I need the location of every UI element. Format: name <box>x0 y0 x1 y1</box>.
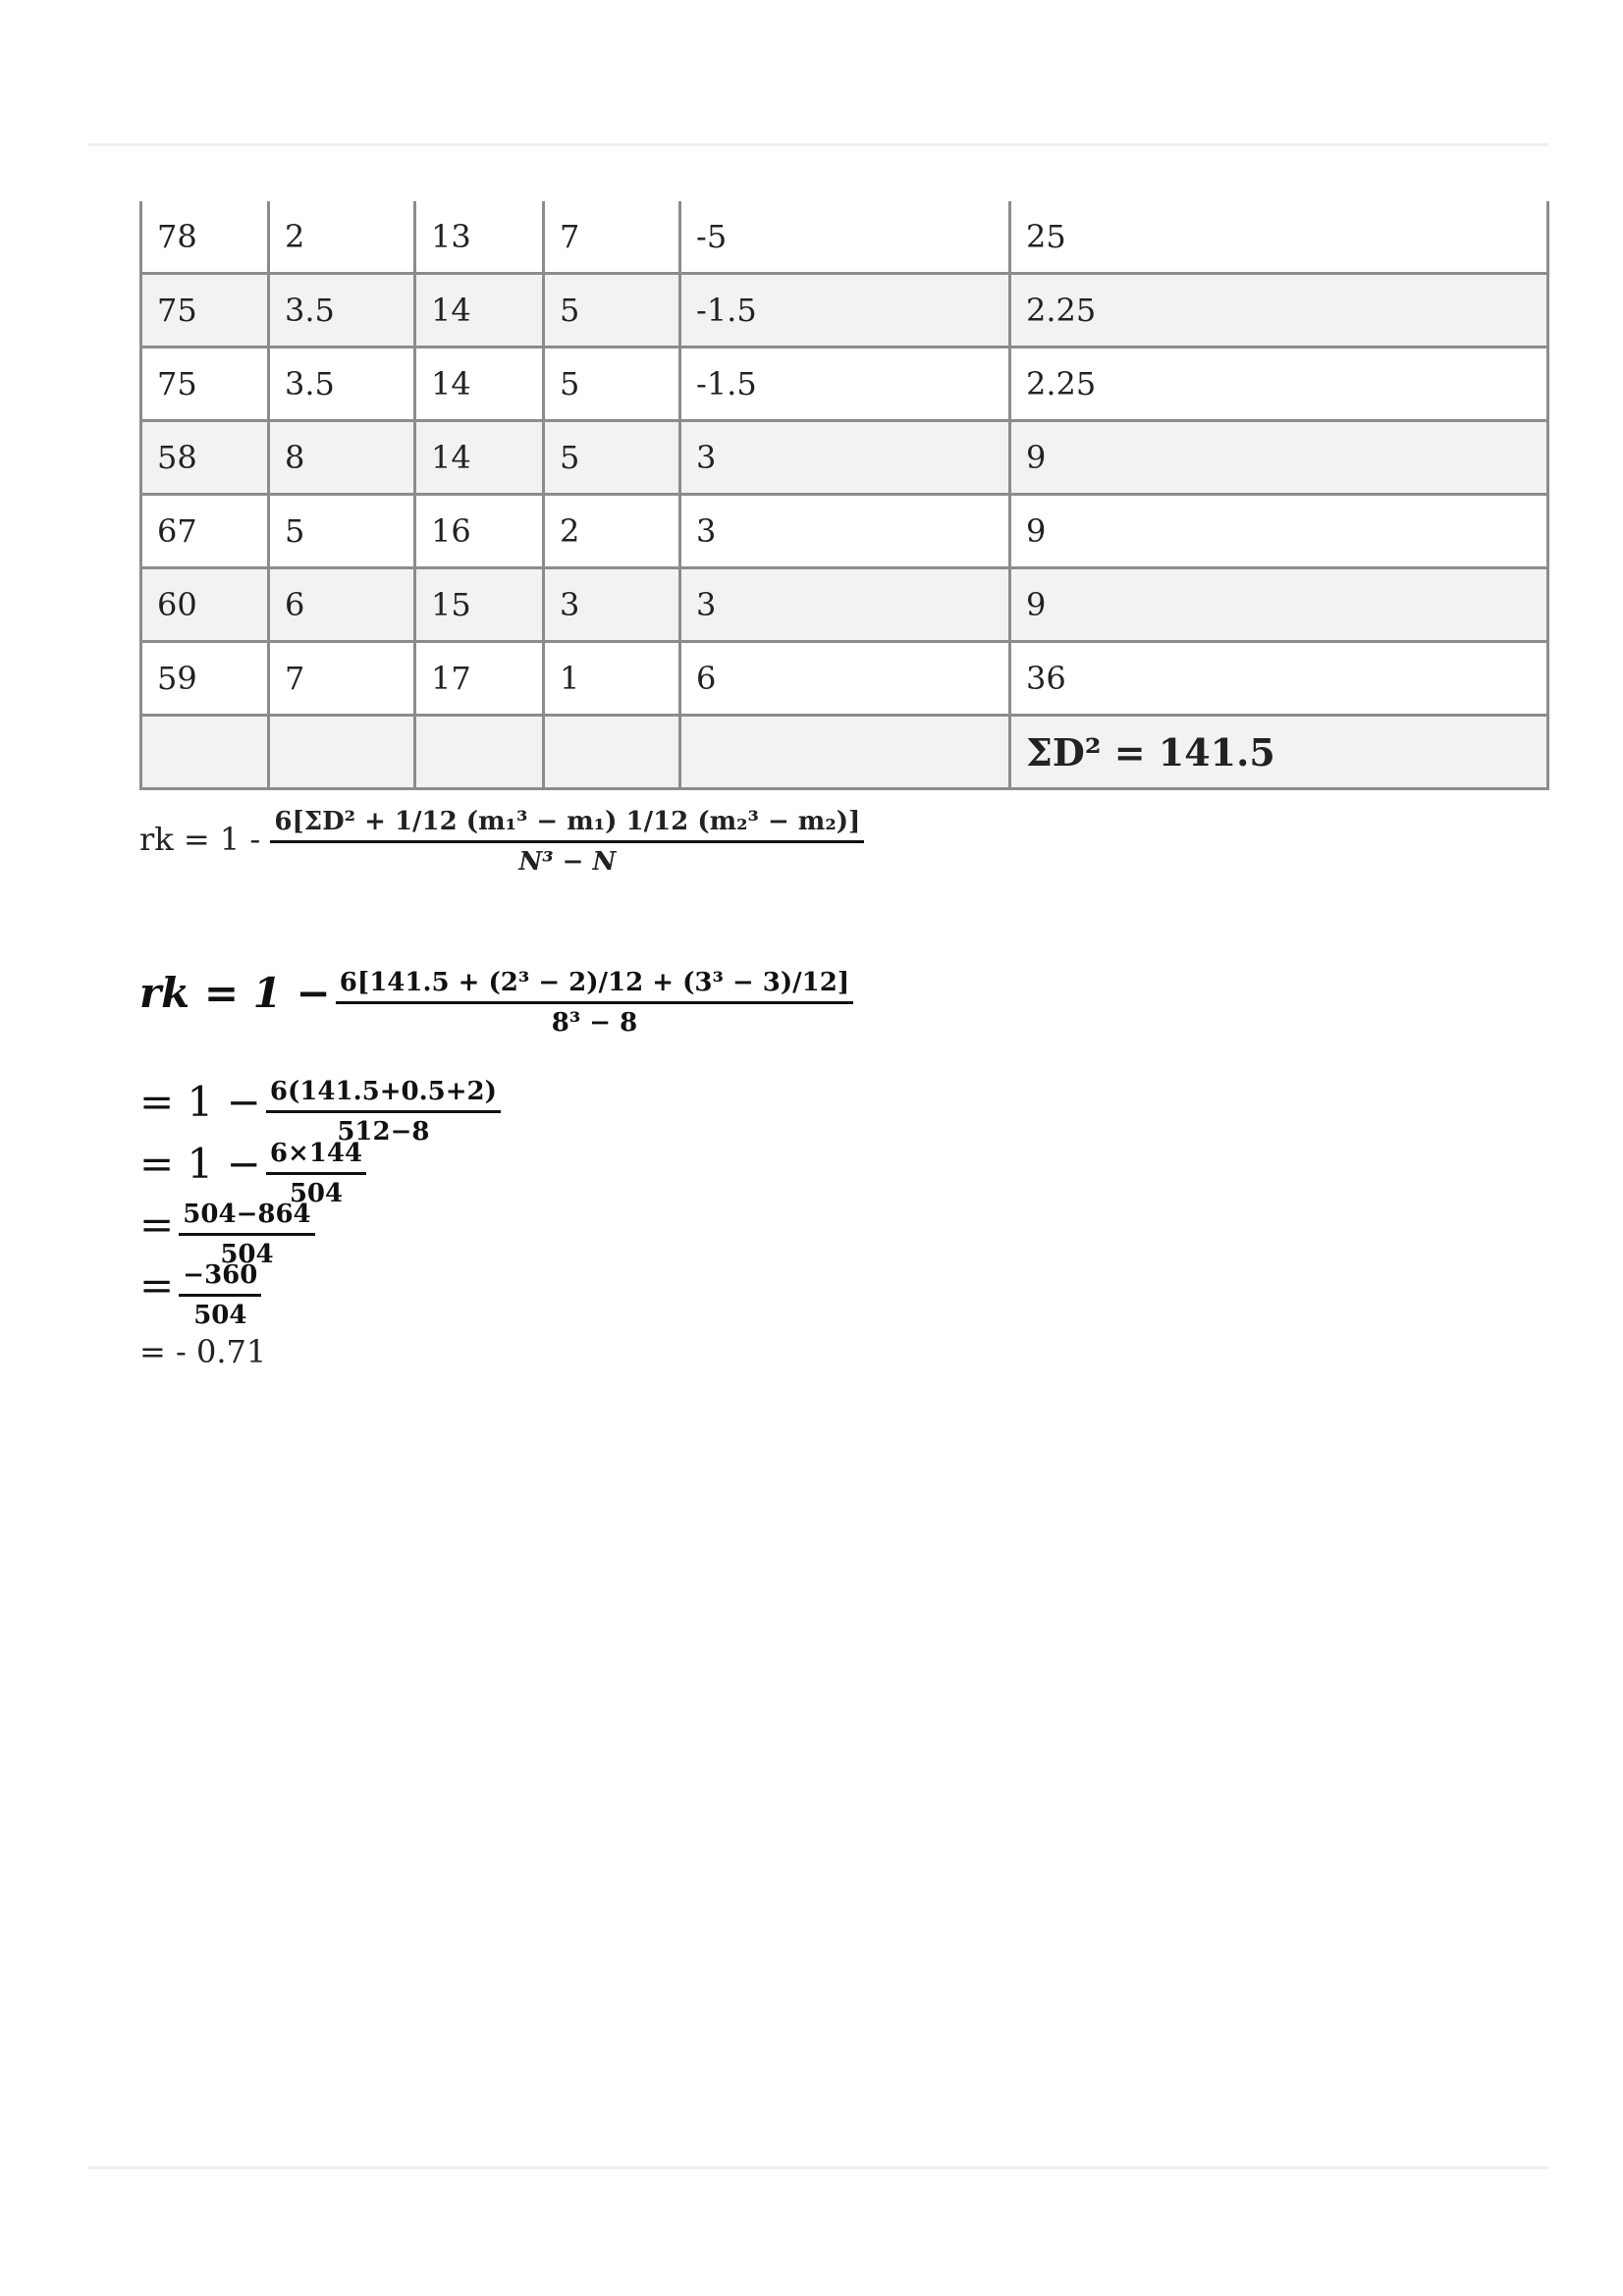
table-cell: 6 <box>269 568 415 642</box>
table-cell: 9 <box>1010 568 1548 642</box>
table-cell: 75 <box>141 274 269 347</box>
table-cell: 9 <box>1010 421 1548 495</box>
step-2-lhs: = 1 − <box>139 1078 261 1126</box>
step-3-numerator: 6×144 <box>266 1139 366 1175</box>
table-cell: 16 <box>415 495 544 568</box>
table-cell: 15 <box>415 568 544 642</box>
table-cell: 75 <box>141 347 269 421</box>
step-2-numerator: 6(141.5+0.5+2) <box>266 1077 501 1113</box>
formula-numerator: 6[ΣD² + 1/12 (m₁³ − m₁) 1/12 (m₂³ − m₂)] <box>270 807 864 843</box>
table-cell: 3 <box>544 568 680 642</box>
table-row <box>141 274 1548 347</box>
table-cell: 58 <box>141 421 269 495</box>
step-3 <box>139 1139 366 1208</box>
table-cell: 25 <box>1010 201 1548 274</box>
table-cell: 17 <box>415 642 544 716</box>
step-1-numerator: 6[141.5 + (2³ − 2)/12 + (3³ − 3)/12] <box>336 968 853 1004</box>
step-5 <box>139 1260 261 1330</box>
table-cell: 5 <box>544 347 680 421</box>
table-cell: 7 <box>269 642 415 716</box>
table-cell: 6 <box>680 642 1010 716</box>
table-cell <box>269 716 415 789</box>
table-cell: 5 <box>269 495 415 568</box>
table-cell: 8 <box>269 421 415 495</box>
rank-correlation-formula <box>139 807 864 877</box>
table-cell: 5 <box>544 274 680 347</box>
table-cell: 59 <box>141 642 269 716</box>
step-5-lhs: = <box>139 1261 175 1309</box>
table-cell: 3.5 <box>269 347 415 421</box>
table-cell: -5 <box>680 201 1010 274</box>
rank-difference-table <box>139 201 1549 790</box>
table-cell: 1 <box>544 642 680 716</box>
step-2 <box>139 1077 501 1147</box>
step-1 <box>139 968 853 1038</box>
table-cell: 7 <box>544 201 680 274</box>
table-cell: 14 <box>415 274 544 347</box>
step-3-denominator: 504 <box>289 1179 344 1208</box>
top-divider <box>88 143 1548 146</box>
table-cell: 67 <box>141 495 269 568</box>
table-cell: 36 <box>1010 642 1548 716</box>
step-4-denominator: 504 <box>220 1240 274 1269</box>
table-row <box>141 642 1548 716</box>
step-3-lhs: = 1 − <box>139 1140 261 1188</box>
formula-prefix: rk = 1 - <box>139 821 261 858</box>
step-5-denominator: 504 <box>193 1301 247 1330</box>
table-cell: 3 <box>680 421 1010 495</box>
table-cell <box>680 716 1010 789</box>
table-cell: 3.5 <box>269 274 415 347</box>
table-cell: 14 <box>415 347 544 421</box>
step-4-numerator: 504−864 <box>179 1200 314 1236</box>
table-cell: 2 <box>544 495 680 568</box>
bottom-divider <box>88 2166 1548 2169</box>
table-row <box>141 568 1548 642</box>
step-1-lhs: rk = 1 − <box>139 969 331 1017</box>
table-cell <box>141 716 269 789</box>
final-result: = - 0.71 <box>139 1333 267 1370</box>
step-5-numerator: −360 <box>179 1260 261 1297</box>
table-cell: -1.5 <box>680 274 1010 347</box>
table-row <box>141 201 1548 274</box>
step-1-denominator: 8³ − 8 <box>551 1008 638 1038</box>
table-cell: 5 <box>544 421 680 495</box>
step-4-lhs: = <box>139 1201 175 1249</box>
table-cell: 9 <box>1010 495 1548 568</box>
table-cell: 13 <box>415 201 544 274</box>
table-cell: 14 <box>415 421 544 495</box>
formula-denominator: N³ − N <box>518 847 617 877</box>
step-2-denominator: 512−8 <box>337 1117 430 1147</box>
step-4 <box>139 1200 315 1269</box>
table-cell: 2.25 <box>1010 274 1548 347</box>
sum-row <box>141 716 1548 789</box>
table-cell <box>544 716 680 789</box>
table-row <box>141 421 1548 495</box>
table-cell: 60 <box>141 568 269 642</box>
table-cell: 78 <box>141 201 269 274</box>
table-cell: 3 <box>680 568 1010 642</box>
table-row <box>141 347 1548 421</box>
table-cell <box>415 716 544 789</box>
table-cell: 2.25 <box>1010 347 1548 421</box>
table-cell: -1.5 <box>680 347 1010 421</box>
table-cell: 3 <box>680 495 1010 568</box>
table-cell: 2 <box>269 201 415 274</box>
sum-of-squared-differences: ΣD² = 141.5 <box>1010 716 1548 789</box>
table-row <box>141 495 1548 568</box>
